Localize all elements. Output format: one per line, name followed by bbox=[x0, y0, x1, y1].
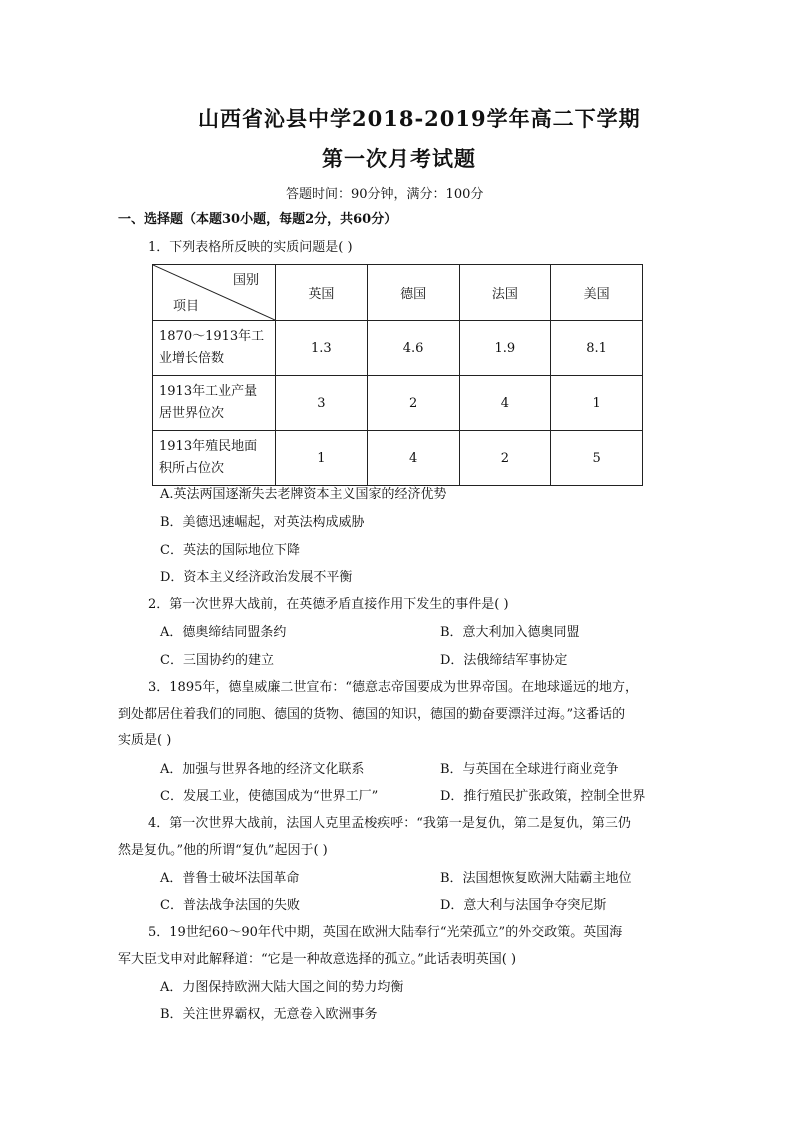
table-cell: 5 bbox=[551, 431, 643, 486]
exam-subtitle: 第一次月考试题 bbox=[322, 146, 476, 171]
q1-option-a: A.英法两国逐渐失去老牌资本主义国家的经济优势 bbox=[160, 487, 447, 502]
q2-option-d: D．法俄缔结军事协定 bbox=[440, 653, 568, 668]
exam-info: 答题时间：90分钟，满分：100分 bbox=[286, 187, 484, 202]
q2-option-b: B．意大利加入德奥同盟 bbox=[440, 625, 580, 640]
q4-stem-line1: 4．第一次世界大战前，法国人克里孟梭疾呼：“我第一是复仇，第二是复仇，第三仍 bbox=[148, 816, 631, 831]
section-heading: 一、选择题（本题30小题，每题2分，共60分） bbox=[118, 212, 398, 227]
q2-option-a: A．德奥缔结同盟条约 bbox=[160, 625, 287, 640]
q2-stem: 2．第一次世界大战前，在英德矛盾直接作用下发生的事件是( ) bbox=[148, 597, 509, 612]
corner-label-country: 国别 bbox=[232, 273, 259, 288]
table-cell: 4.6 bbox=[367, 321, 459, 376]
row-label: 1913年殖民地面 积所占位次 bbox=[153, 431, 276, 486]
q1-stem: 1．下列表格所反映的实质问题是( ) bbox=[148, 240, 353, 255]
q4-stem-line2: 然是复仇。”他的所谓“复仇”起因于( ) bbox=[118, 843, 328, 858]
q1-option-c: C．英法的国际地位下降 bbox=[160, 543, 300, 558]
q3-stem-line3: 实质是( ) bbox=[118, 733, 172, 748]
table-cell: 4 bbox=[459, 376, 551, 431]
column-header: 英国 bbox=[276, 265, 368, 321]
q5-option-a: A．力图保持欧洲大陆大国之间的势力均衡 bbox=[160, 980, 404, 995]
table-row bbox=[153, 321, 643, 376]
table-cell: 3 bbox=[276, 376, 368, 431]
row-label: 1913年工业产量 居世界位次 bbox=[153, 376, 276, 431]
table-row bbox=[153, 376, 643, 431]
column-header: 美国 bbox=[551, 265, 643, 321]
q3-option-d: D．推行殖民扩张政策，控制全世界 bbox=[440, 789, 646, 804]
q4-option-a: A．普鲁士破坏法国革命 bbox=[160, 871, 300, 886]
table-cell: 1.9 bbox=[459, 321, 551, 376]
q3-option-a: A．加强与世界各地的经济文化联系 bbox=[160, 762, 365, 777]
q3-option-c: C．发展工业，使德国成为“世界工厂” bbox=[160, 789, 379, 804]
table-cell: 8.1 bbox=[551, 321, 643, 376]
table-cell: 2 bbox=[367, 376, 459, 431]
table-corner-cell bbox=[153, 265, 276, 321]
table-cell: 2 bbox=[459, 431, 551, 486]
q1-table bbox=[152, 264, 643, 486]
q4-option-b: B．法国想恢复欧洲大陆霸主地位 bbox=[440, 871, 632, 886]
column-header: 法国 bbox=[459, 265, 551, 321]
q5-stem-line1: 5．19世纪60～90年代中期，英国在欧洲大陆奉行“光荣孤立”的外交政策。英国海 bbox=[148, 925, 623, 940]
corner-label-item: 项目 bbox=[173, 299, 200, 314]
q5-option-b: B．关注世界霸权，无意卷入欧洲事务 bbox=[160, 1007, 378, 1022]
q1-option-d: D．资本主义经济政治发展不平衡 bbox=[160, 570, 353, 585]
q3-stem-line2: 到处都居住着我们的同胞、德国的货物、德国的知识，德国的勤奋要漂洋过海。”这番话的 bbox=[118, 707, 626, 722]
table-cell: 1.3 bbox=[276, 321, 368, 376]
q5-stem-line2: 军大臣戈申对此解释道：“它是一种故意选择的孤立。”此话表明英国( ) bbox=[118, 952, 517, 967]
q2-option-c: C．三国协约的建立 bbox=[160, 653, 274, 668]
table-row bbox=[153, 431, 643, 486]
q3-option-b: B．与英国在全球进行商业竞争 bbox=[440, 762, 619, 777]
exam-title: 山西省沁县中学2018-2019学年高二下学期 bbox=[198, 106, 641, 131]
q1-option-b: B．美德迅速崛起，对英法构成威胁 bbox=[160, 515, 365, 530]
table-cell: 4 bbox=[367, 431, 459, 486]
q4-option-c: C．普法战争法国的失败 bbox=[160, 898, 300, 913]
q4-option-d: D．意大利与法国争夺突尼斯 bbox=[440, 898, 607, 913]
column-header: 德国 bbox=[367, 265, 459, 321]
q3-stem-line1: 3．1895年，德皇威廉二世宣布：“德意志帝国要成为世界帝国。在地球遥远的地方， bbox=[148, 680, 639, 695]
row-label: 1870～1913年工 业增长倍数 bbox=[153, 321, 276, 376]
table-cell: 1 bbox=[551, 376, 643, 431]
table-cell: 1 bbox=[276, 431, 368, 486]
